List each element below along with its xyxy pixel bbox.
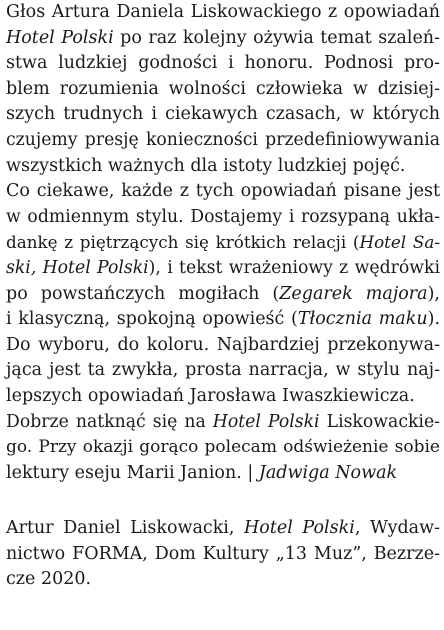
text-line: wszystkich ważnych dla istoty ludzkiej pojęć. <box>6 155 406 176</box>
text-line: Co ciekawe, każde z tych opowiadań pisane jest <box>6 181 440 202</box>
story-title: Zegarek majora <box>279 283 428 304</box>
review-body <box>6 0 440 486</box>
spacer <box>6 486 440 516</box>
story-title: ski, Hotel Polski <box>6 257 149 278</box>
text-line: i klasyczną, spokojną opowieść (Tłocznia maku). <box>6 309 441 330</box>
text-line: blem rozumienia wolności człowieka w dzisiej- <box>6 78 440 99</box>
text-line: stwa ludzkiej godności i honoru. Podnosi pro- <box>6 53 440 74</box>
text-line: szych trudnych i ciekawych czasach, w których <box>6 104 440 125</box>
biblio-line: cze 2020. <box>6 569 92 590</box>
text-line: Hotel Polski po raz kolejny ożywia temat szaleń- <box>6 27 440 48</box>
text-line: w odmiennym stylu. Dostajemy i rozsypaną ukła- <box>6 206 440 227</box>
text-line: lektury eseju Marii Janion. | Jadwiga Nowak <box>6 462 398 483</box>
text-line: dankę z piętrzących się krótkich relacji (Hotel Sa- <box>6 232 440 253</box>
text-line: czujemy presję konieczności przedefiniowywania <box>6 129 440 150</box>
book-title: Hotel Polski <box>6 27 114 48</box>
text-line: Dobrze natknąć się na Hotel Polski Liskowackie- <box>6 411 440 432</box>
text-line: Głos Artura Daniela Liskowackiego z opowiadań <box>6 2 440 22</box>
book-title: Hotel Polski <box>244 518 355 539</box>
text-line: lepszych opowiadań Jarosława Iwaszkiewicza. <box>6 385 415 406</box>
text-line: Do wyboru, do koloru. Najbardziej przekonywa- <box>6 334 440 355</box>
biblio-line: nictwo FORMA, Dom Kultury „13 Muz”, Bezrze- <box>6 543 440 564</box>
text-line: go. Przy okazji gorąco polecam odświeżenie sobie <box>6 437 440 458</box>
biblio-line: Artur Daniel Liskowacki, Hotel Polski, Wydaw- <box>6 518 440 539</box>
text-line: ski, Hotel Polski), i tekst wrażeniowy z wędrówki <box>6 257 440 278</box>
review-page <box>6 0 440 593</box>
book-title: Hotel Polski <box>212 411 320 432</box>
story-title: Hotel Sa- <box>359 232 440 253</box>
bibliographic-note <box>6 516 440 593</box>
text-line: jąca jest ta zwykła, prosta narracja, w stylu naj- <box>6 360 440 381</box>
story-title: Tłocznia maku <box>297 309 428 330</box>
text-line: po powstańczych mogiłach (Zegarek majora), <box>6 283 440 304</box>
author-signature: Jadwiga Nowak <box>258 462 398 483</box>
